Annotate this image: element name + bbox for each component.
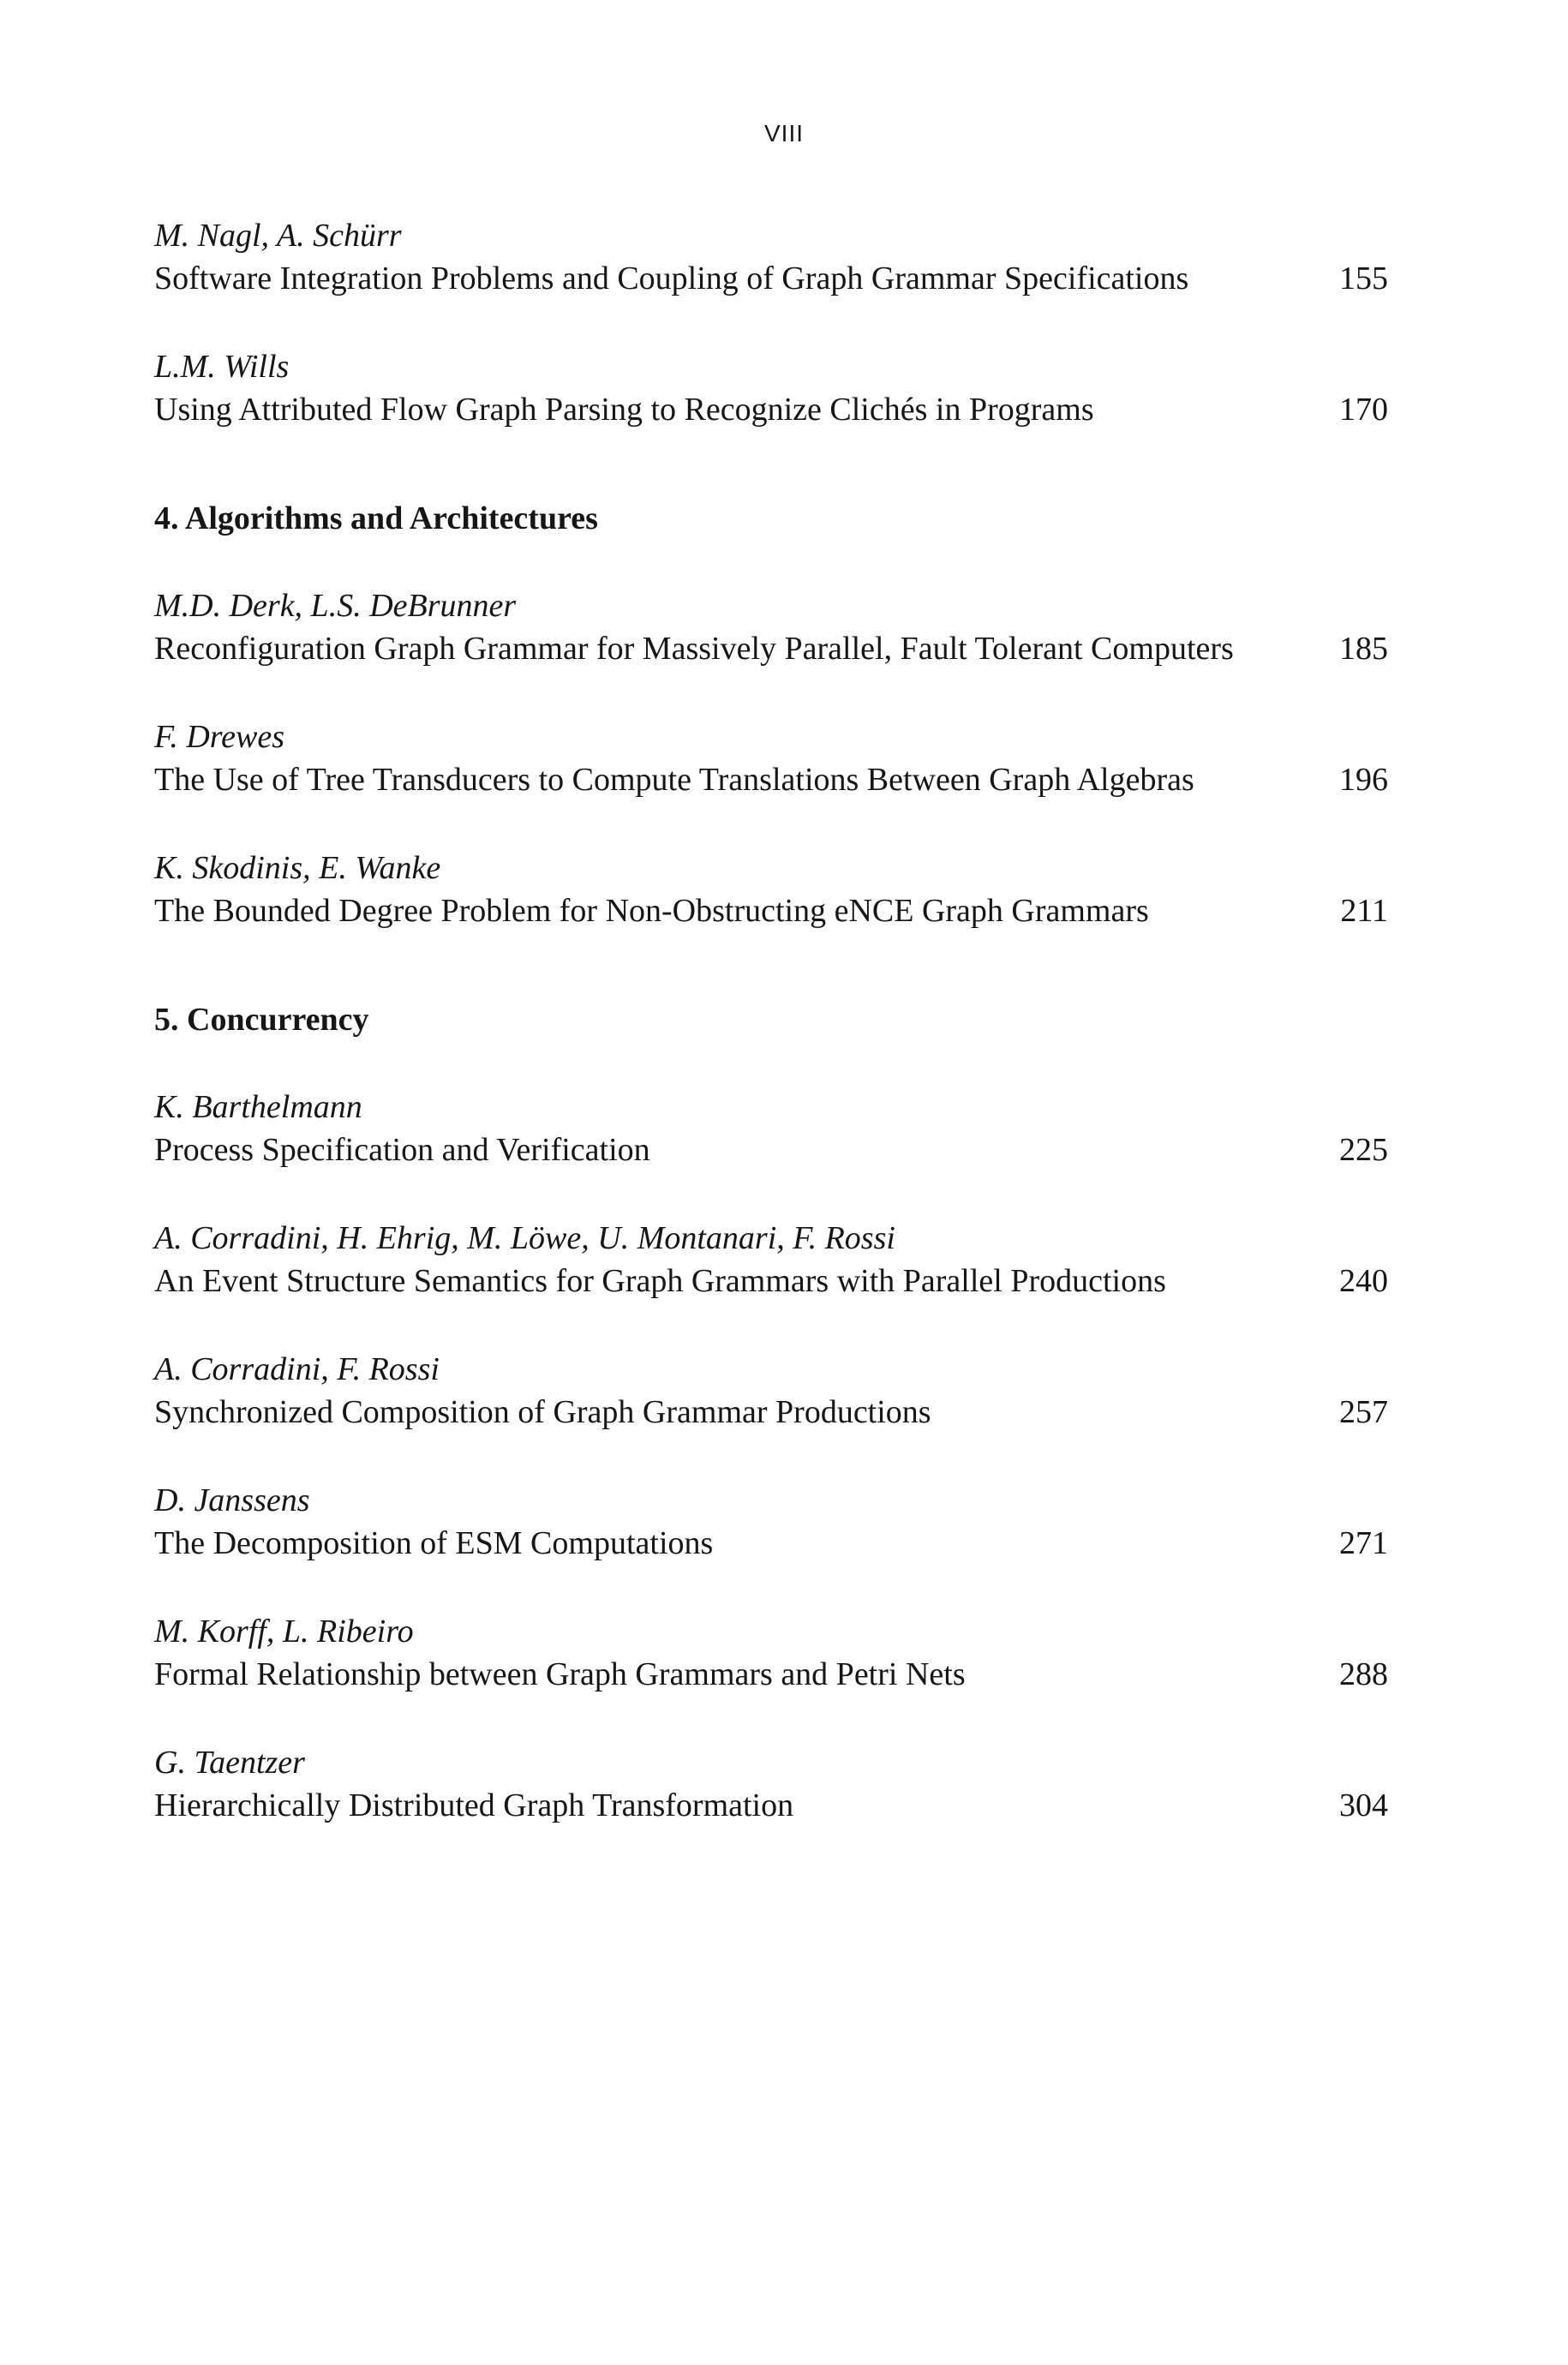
- toc-entry: [154, 847, 1388, 933]
- entry-line: [154, 388, 1388, 432]
- entry-page-number: 155: [1339, 260, 1388, 296]
- section-heading: 4. Algorithms and Architectures: [154, 500, 598, 536]
- entry-title: Formal Relationship between Graph Grammars and Petri Nets: [154, 1656, 966, 1692]
- entry-line: [154, 1784, 1388, 1828]
- entry-line: [154, 1260, 1388, 1303]
- entry-title: The Use of Tree Transducers to Compute Translations Between Graph Algebras: [154, 762, 1194, 798]
- entry-authors: K. Barthelmann: [154, 1089, 362, 1125]
- entry-authors: A. Corradini, F. Rossi: [154, 1351, 440, 1387]
- entry-title: Reconfiguration Graph Grammar for Massively Parallel, Fault Tolerant Computers: [154, 631, 1234, 667]
- entry-page-number: 271: [1339, 1525, 1388, 1561]
- toc-entry: [154, 1086, 1388, 1172]
- entry-line: [154, 758, 1388, 802]
- toc-entry: [154, 214, 1388, 301]
- entry-authors: L.M. Wills: [154, 349, 290, 385]
- entry-title: The Bounded Degree Problem for Non-Obstructing eNCE Graph Grammars: [154, 893, 1149, 929]
- entry-authors: F. Drewes: [154, 719, 284, 755]
- entry-title: Synchronized Composition of Graph Grammar Productions: [154, 1394, 931, 1430]
- entry-page-number: 170: [1339, 392, 1388, 428]
- entry-authors: K. Skodinis, E. Wanke: [154, 850, 441, 886]
- toc-entry: [154, 1741, 1388, 1828]
- entry-authors: M. Nagl, A. Schürr: [154, 218, 402, 254]
- entry-line: [154, 1391, 1388, 1434]
- entry-page-number: 185: [1339, 631, 1388, 667]
- entry-page-number: 257: [1339, 1394, 1388, 1430]
- toc-entry: [154, 1217, 1388, 1303]
- entry-title: The Decomposition of ESM Computations: [154, 1525, 714, 1561]
- entry-authors: M. Korff, L. Ribeiro: [154, 1614, 414, 1650]
- entry-authors: D. Janssens: [154, 1482, 310, 1518]
- entry-page-number: 225: [1339, 1132, 1388, 1168]
- entry-title: An Event Structure Semantics for Graph Grammars with Parallel Productions: [154, 1263, 1166, 1299]
- toc-entry: [154, 345, 1388, 432]
- entry-authors: A. Corradini, H. Ehrig, M. Löwe, U. Montanari, F. Rossi: [154, 1220, 895, 1256]
- entry-line: [154, 1653, 1388, 1697]
- entry-authors: G. Taentzer: [154, 1745, 305, 1781]
- entry-line: [154, 1522, 1388, 1566]
- toc-entry: [154, 715, 1388, 802]
- entry-title: Hierarchically Distributed Graph Transformation: [154, 1787, 794, 1823]
- entry-title: Process Specification and Verification: [154, 1132, 650, 1168]
- entry-page-number: 304: [1339, 1787, 1388, 1823]
- entry-page-number: 211: [1340, 893, 1388, 929]
- toc-entry: [154, 1479, 1388, 1566]
- section-heading: 5. Concurrency: [154, 1002, 369, 1038]
- entry-line: [154, 627, 1388, 671]
- entry-page-number: 196: [1339, 762, 1388, 798]
- toc-entry: [154, 584, 1388, 671]
- entry-line: [154, 257, 1388, 301]
- page-number: VIII: [763, 120, 804, 147]
- entry-title: Using Attributed Flow Graph Parsing to Recognize Clichés in Programs: [154, 392, 1094, 428]
- entry-title: Software Integration Problems and Coupling of Graph Grammar Specifications: [154, 260, 1189, 296]
- entry-page-number: 288: [1339, 1656, 1388, 1692]
- entry-page-number: 240: [1339, 1263, 1388, 1299]
- toc-entry: [154, 1610, 1388, 1697]
- entry-line: [154, 1129, 1388, 1172]
- entry-authors: M.D. Derk, L.S. DeBrunner: [154, 588, 517, 624]
- entry-line: [154, 889, 1388, 933]
- toc-entry: [154, 1348, 1388, 1434]
- table-of-contents: [154, 214, 1388, 1872]
